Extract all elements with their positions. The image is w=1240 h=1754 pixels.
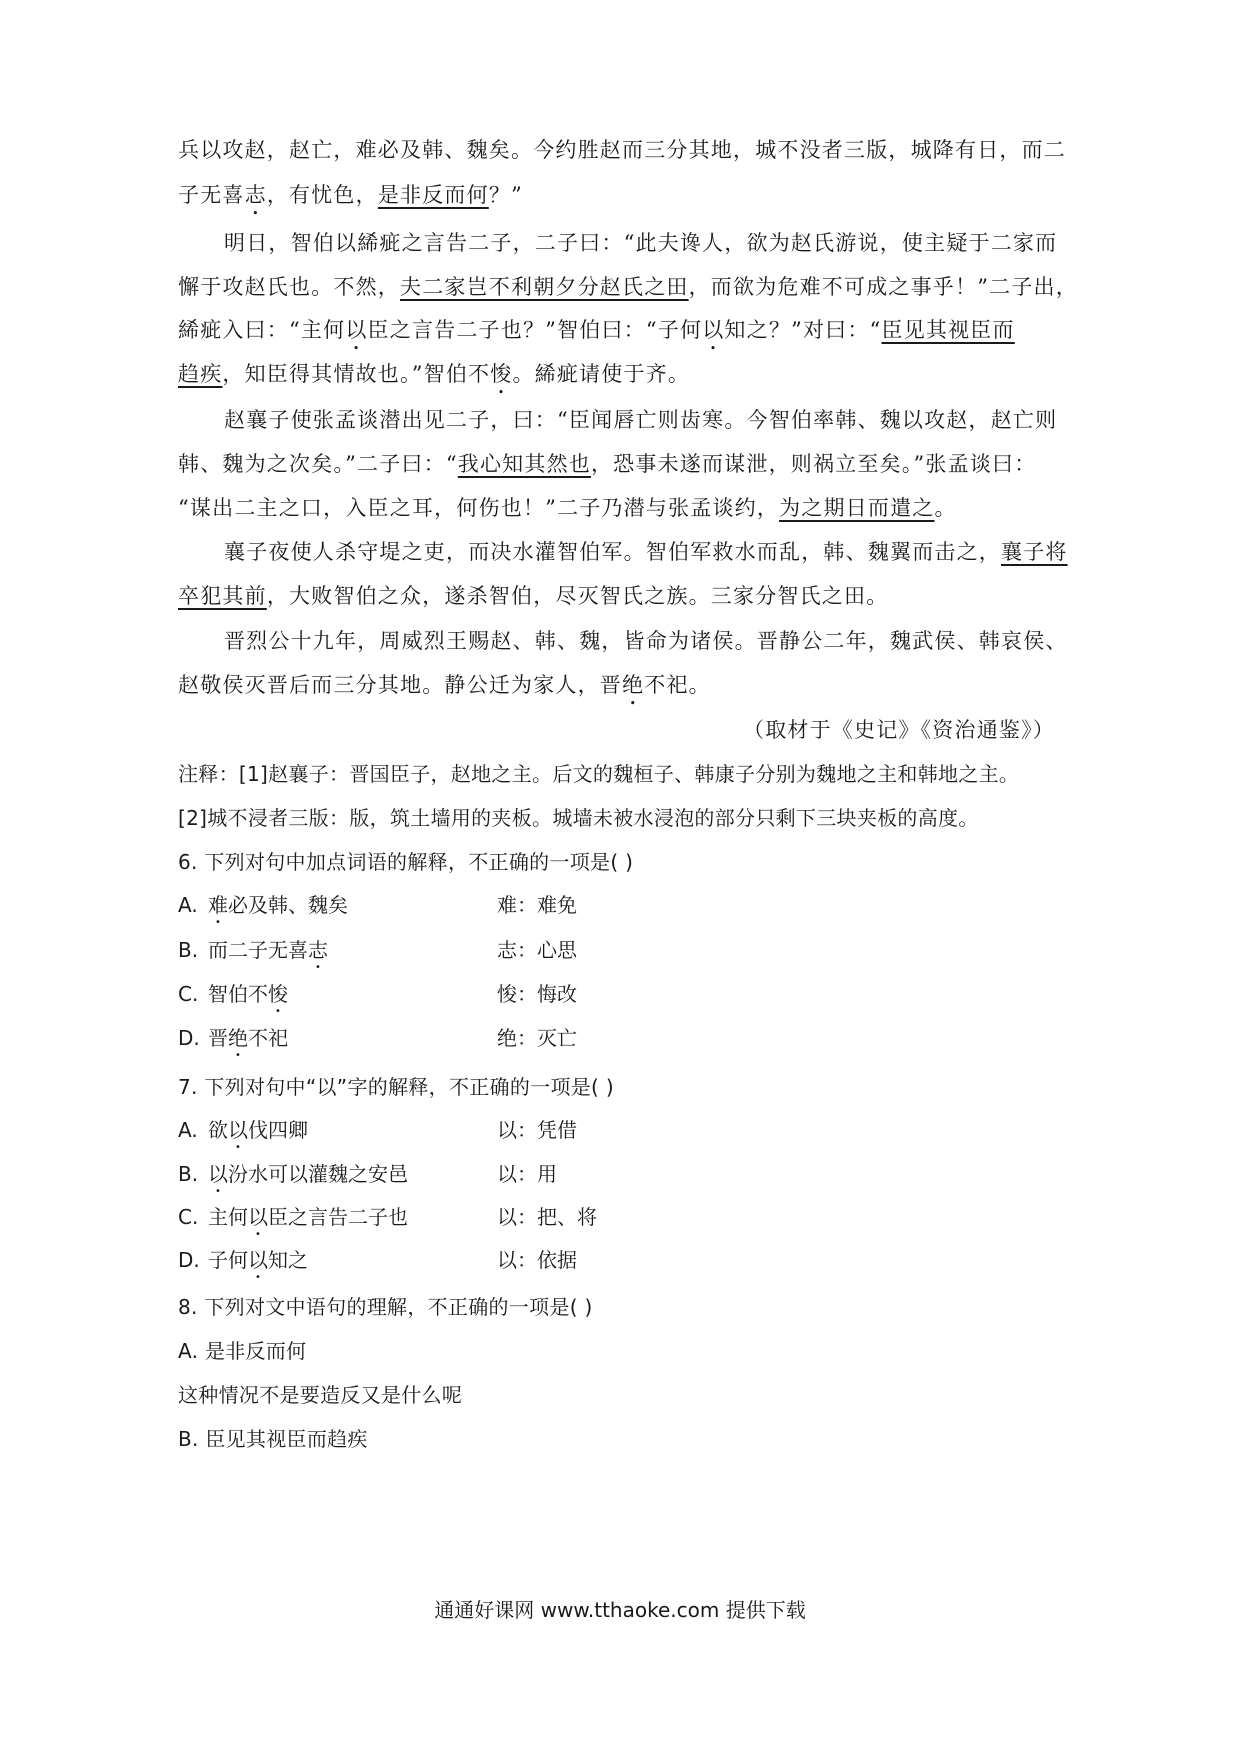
option-sentence <box>208 1243 308 1277</box>
underlined-phrase: 襄子将 <box>1001 540 1068 564</box>
option-label: C. <box>178 982 199 1006</box>
option-text: 智伯不 <box>208 982 268 1006</box>
option-text: 晋 <box>208 1026 228 1050</box>
option-label: C. <box>178 1205 199 1229</box>
option-text: 知之 <box>268 1248 308 1272</box>
option-sentence <box>208 977 288 1011</box>
emphasis-dot-word: 绝 <box>228 1026 248 1050</box>
option-label: D. <box>178 1248 200 1272</box>
passage-line: “谋出二主之口，入臣之耳，何伤也！”二子乃潜与张孟谈约，为之期日而遣之。 <box>178 496 957 520</box>
emphasis-dot-word: 悛 <box>268 982 288 1006</box>
emphasis-dot-word: 以 <box>248 1205 268 1229</box>
underlined-phrase: 臣见其视臣而 <box>881 318 1015 342</box>
option-sentence <box>208 933 328 967</box>
question-7-stem: 7. 下列对句中“以”字的解释，不正确的一项是( ) <box>178 1075 614 1099</box>
question-8-stem: 8. 下列对文中语句的理解，不正确的一项是( ) <box>178 1295 593 1319</box>
emphasis-dot-word: 以 <box>208 1162 228 1186</box>
option-text: 而二子无喜 <box>208 938 308 962</box>
passage-line: 絺疵入曰：“主何以臣之言告二子也？”智伯曰：“子何以知之？”对曰：“臣见其视臣而 <box>178 318 1015 342</box>
question-8-option-a: A. 是非反而何 <box>178 1339 307 1363</box>
passage-line: 晋烈公十九年，周威烈王赐赵、韩、魏，皆命为诸侯。晋静公二年，魏武侯、韩哀侯、 <box>224 629 1068 653</box>
emphasis-dot-word: 悛 <box>490 362 513 386</box>
option-explanation: 难：难免 <box>497 893 577 917</box>
option-label: A. <box>178 1118 198 1142</box>
option-explanation: 以：凭借 <box>497 1118 577 1142</box>
option-explanation: 以：依据 <box>497 1248 577 1272</box>
passage-line: 趋疾，知臣得其情故也。”智伯不悛。絺疵请使于齐。 <box>178 362 691 386</box>
passage-line: 卒犯其前，大败智伯之众，遂杀智伯，尽灭智氏之族。三家分智氏之田。 <box>178 584 889 608</box>
emphasis-dot-word: 志 <box>244 183 267 207</box>
emphasis-dot-word: 以 <box>248 1248 268 1272</box>
option-explanation: 以：把、将 <box>497 1205 597 1229</box>
option-text: 主何 <box>208 1205 248 1229</box>
passage-line: 赵襄子使张孟谈潜出见二子，曰：“臣闻唇亡则齿寒。今智伯率韩、魏以攻赵，赵亡则 <box>224 408 1058 432</box>
underlined-phrase: 夫二家岂不利朝夕分赵氏之田 <box>400 275 689 299</box>
underlined-phrase: 是非反而何 <box>377 183 489 207</box>
option-text: 子何 <box>208 1248 248 1272</box>
option-label: B. <box>178 938 199 962</box>
option-sentence <box>208 888 348 922</box>
passage-line: 韩、魏为之次矣。”二子曰：“我心知其然也，恐事未遂而谋泄，则祸立至矣。”张孟谈曰： <box>178 452 1037 476</box>
option-sentence <box>208 1200 408 1234</box>
underlined-phrase: 我心知其然也 <box>457 452 591 476</box>
option-label: D. <box>178 1026 200 1050</box>
passage-line: 懈于攻赵氏也。不然，夫二家岂不利朝夕分赵氏之田，而欲为危难不可成之事乎！”二子出， <box>178 275 1078 299</box>
underlined-phrase: 为之期日而遣之 <box>779 496 935 520</box>
underlined-phrase: 趋疾 <box>178 362 223 386</box>
emphasis-dot-word: 难 <box>208 893 228 917</box>
passage-line: 赵敬侯灭晋后而三分其地。静公迁为家人，晋绝不祀。 <box>178 673 711 697</box>
option-label: B. <box>178 1162 199 1186</box>
option-text: 臣之言告二子也 <box>268 1205 408 1229</box>
option-explanation: 绝：灭亡 <box>497 1026 577 1050</box>
option-sentence <box>208 1157 408 1191</box>
footer-source: 通通好课网 www.tthaoke.com 提供下载 <box>434 1598 806 1622</box>
question-8-option-b: B. 臣见其视臣而趋疾 <box>178 1427 368 1451</box>
option-text: 汾水可以灌魏之安邑 <box>228 1162 408 1186</box>
passage-line: 襄子夜使人杀守堤之吏，而决水灌智伯军。智伯军救水而乱，韩、魏翼而击之，襄子将 <box>224 540 1068 564</box>
emphasis-dot-word: 以 <box>228 1118 248 1142</box>
question-6-stem: 6. 下列对句中加点词语的解释，不正确的一项是( ) <box>178 850 634 874</box>
source-citation: （取材于《史记》《资治通鉴》） <box>743 718 1055 742</box>
option-text: 不祀 <box>248 1026 288 1050</box>
option-text: 必及韩、魏矣 <box>228 893 348 917</box>
emphasis-dot-word: 以 <box>345 318 368 342</box>
emphasis-dot-word: 以 <box>702 318 725 342</box>
note-2: [2]城不浸者三版：版，筑土墙用的夹板。城墙未被水浸泡的部分只剩下三块夹板的高度。 <box>178 806 979 830</box>
option-explanation: 悛：悔改 <box>497 982 577 1006</box>
passage-line: 子无喜志，有忧色，是非反而何？” <box>178 183 523 207</box>
option-explanation: 以：用 <box>497 1162 557 1186</box>
passage-line: 明日，智伯以絺疵之言告二子，二子曰：“此夫谗人，欲为赵氏游说，使主疑于二家而 <box>224 231 1058 255</box>
note-1: 注释：[1]赵襄子：晋国臣子，赵地之主。后文的魏桓子、韩康子分别为魏地之主和韩地之主。 <box>178 762 1020 786</box>
underlined-phrase: 卒犯其前 <box>178 584 267 608</box>
question-8-option-a-explanation: 这种情况不是要造反又是什么呢 <box>178 1383 463 1407</box>
passage-line: 兵以攻赵，赵亡，难必及韩、魏矣。今约胜赵而三分其地，城不没者三版，城降有日，而二 <box>178 138 1066 162</box>
emphasis-dot-word: 志 <box>308 938 328 962</box>
option-explanation: 志：心思 <box>497 938 577 962</box>
emphasis-dot-word: 绝 <box>622 673 645 697</box>
option-sentence <box>208 1021 288 1055</box>
option-sentence <box>208 1113 308 1147</box>
option-text: 伐四卿 <box>248 1118 308 1142</box>
option-label: A. <box>178 893 198 917</box>
option-text: 欲 <box>208 1118 228 1142</box>
